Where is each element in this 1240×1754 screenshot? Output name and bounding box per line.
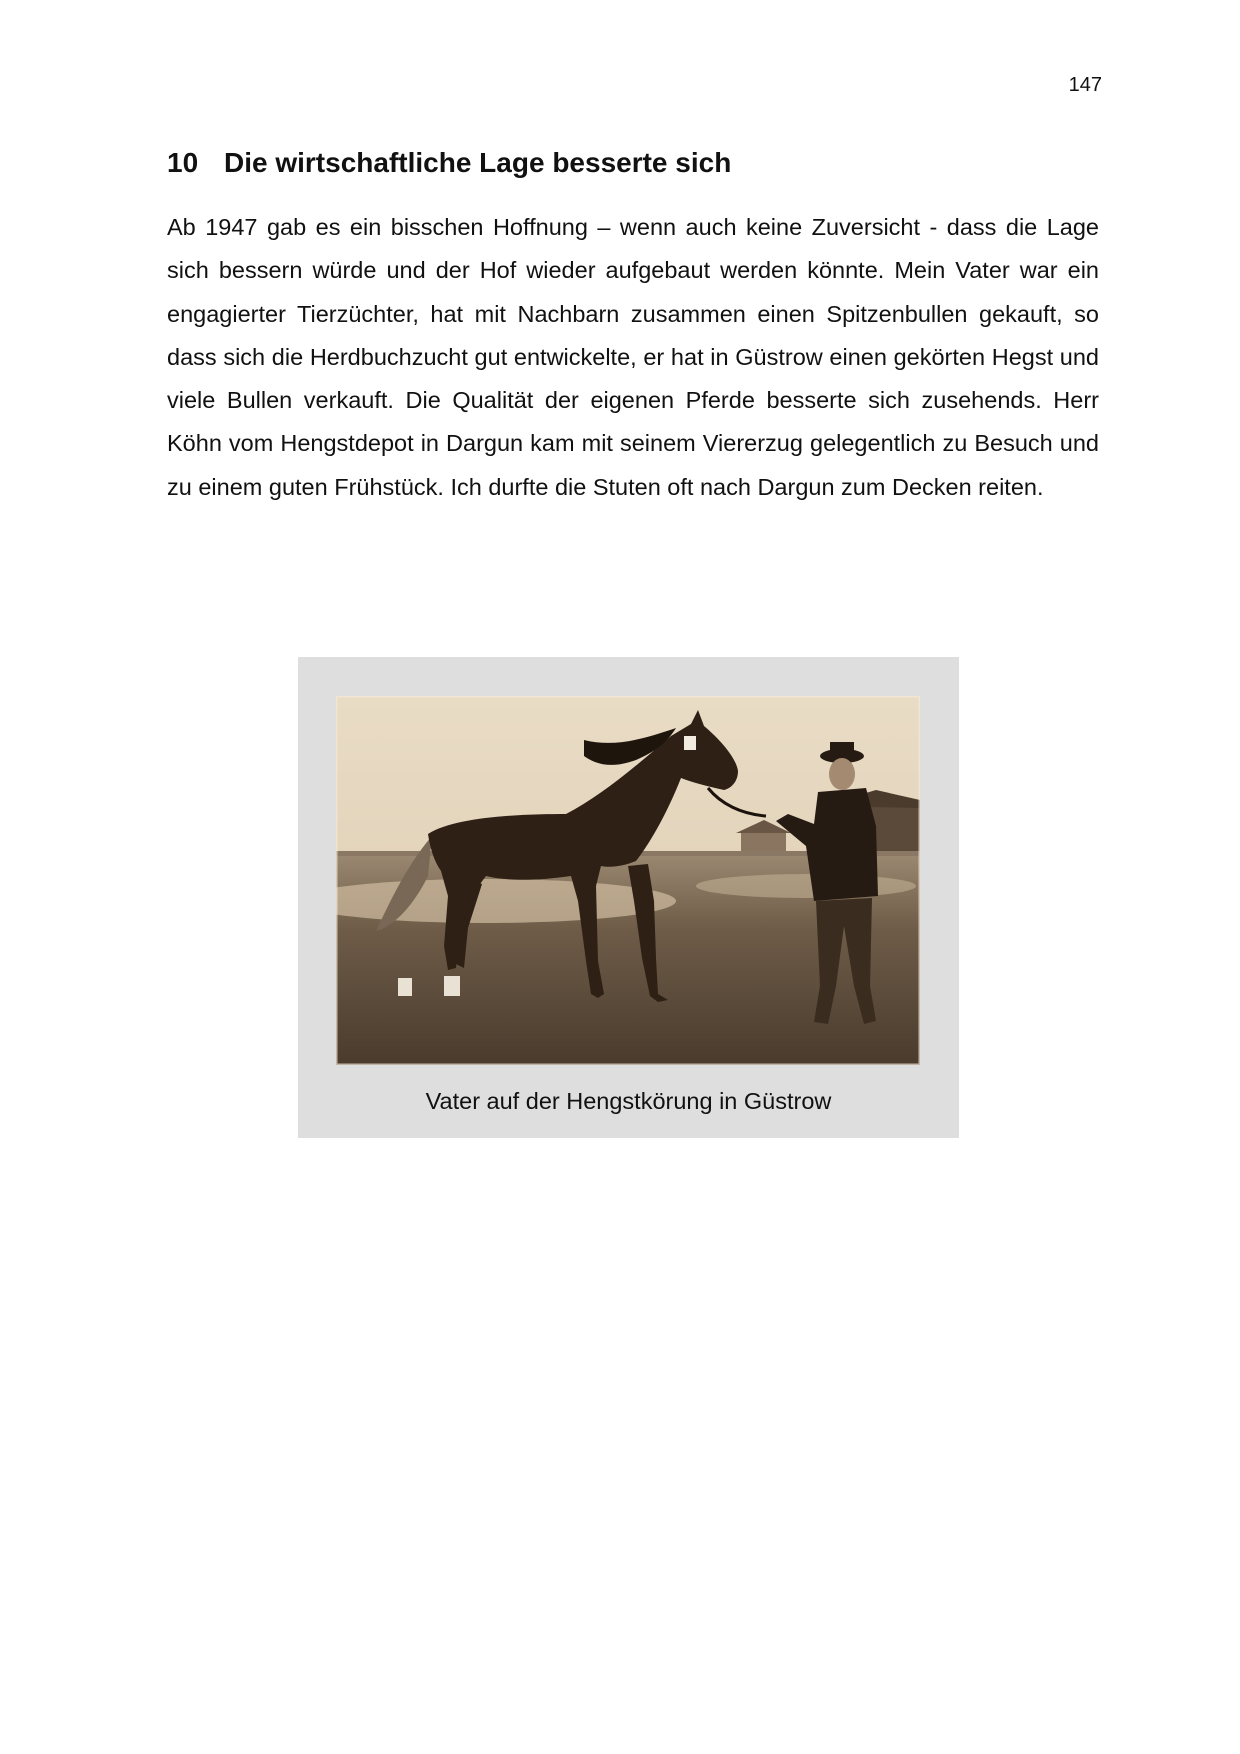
photo-bridle-tag xyxy=(684,736,696,750)
figure-frame xyxy=(298,657,959,1138)
chapter-number: 10 xyxy=(167,147,199,178)
figure-caption: Vater auf der Hengstkörung in Güstrow xyxy=(425,1088,832,1114)
chapter-heading xyxy=(167,147,731,179)
photo-horse-sock xyxy=(398,978,412,996)
page-number: 147 xyxy=(1068,74,1102,96)
photo-horse-and-father xyxy=(336,696,920,1065)
photo-horse-sock xyxy=(444,976,460,996)
chapter-title: Die wirtschaftliche Lage besserte sich xyxy=(224,147,732,178)
body-paragraph: Ab 1947 gab es ein bisschen Hoffnung – wenn auch keine Zuversicht - dass die Lage sich bessern würde und der Hof wieder aufgebaut werden könnte. Mein Vater war ein engagierter Tierzüchter, hat mit Nachbarn zusammen einen Spitzenbullen gekauft, so dass sich die Herdbuchzucht gut entwickelte, er hat in Güstrow einen gekörten Hegst und viele Bullen verkauft. Die Qualität der eigenen Pferde besserte sich zusehends. Herr Köhn vom Hengstdepot in Dargun kam mit seinem Viererzug gelegentlich zu Besuch und zu einem guten Frühstück. Ich durfte die Stuten oft nach Dargun zum Decken reiten. xyxy=(167,214,1099,500)
photo-puddle xyxy=(696,874,916,898)
